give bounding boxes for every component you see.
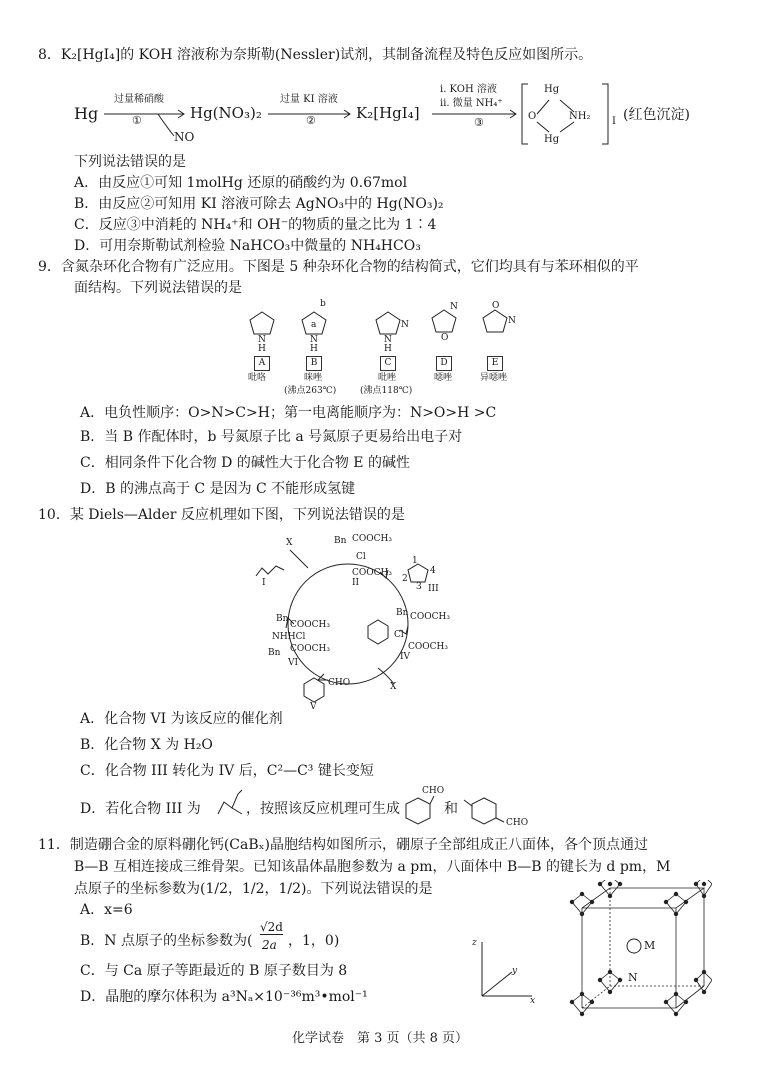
cmpd-iv-cl: Cl: [394, 630, 404, 640]
q9-option-d: D．B 的沸点高于 C 是因为 C 不能形成氢键: [80, 481, 356, 497]
cmpd-c-note: (沸点118℃): [360, 386, 413, 396]
cmpd-vi-cooch3b: COOCH₃: [290, 644, 330, 654]
step2-num: ②: [306, 114, 316, 127]
cmpd-b-h: H: [310, 344, 318, 354]
axis-x: x: [530, 996, 536, 1006]
q10-option-d-and: 和: [444, 801, 458, 817]
diene-structure: [216, 786, 244, 818]
cmpd-c-n2: N: [401, 320, 409, 330]
cmpd-b-note: (沸点263℃): [284, 386, 337, 396]
scheme-hg: Hg: [74, 104, 99, 123]
q9-option-c: C．相同条件下化合物 D 的碱性大于化合物 E 的碱性: [80, 455, 410, 471]
cmpd-e-n: N: [508, 316, 516, 326]
byproduct-no: NO: [174, 130, 195, 144]
cmpd-b-b: b: [320, 299, 326, 309]
ring-num-4: 4: [430, 566, 436, 576]
q9-option-b: B．当 B 作配体时，b 号氮原子比 a 号氮原子更易给出电子对: [80, 429, 463, 445]
step2-reagent: 过量 KI 溶液: [280, 94, 338, 105]
q9-compounds: [236, 300, 536, 400]
q10-stem: 10．某 Diels—Alder 反应机理如下图，下列说法错误的是: [38, 507, 405, 523]
atom-o: O: [528, 111, 537, 122]
axis-y: y: [512, 966, 518, 976]
page-footer: 化学试卷 第 3 页（共 8 页）: [291, 1031, 469, 1046]
cmpd-iii-label: III: [428, 584, 439, 594]
intermediate-2: K₂[HgI₄]: [356, 104, 420, 122]
cmpd-b-name: 咪唑: [304, 373, 323, 383]
product-note: (红色沉淀): [623, 107, 690, 123]
cmpd-b-box: B: [306, 356, 322, 371]
cmpd-v-cho: CHO: [328, 678, 351, 688]
q11-option-b-suffix: ，1，0): [288, 933, 340, 949]
cmpd-a-h: H: [258, 344, 266, 354]
atom-hg-top: Hg: [544, 84, 560, 95]
ring-num-2: 2: [402, 574, 408, 584]
cmpd-i-label: I: [262, 578, 266, 588]
cmpd-vi-bn: Bn: [276, 614, 289, 624]
q11-stem-line2: B—B 互相连接成三维骨架。已知该晶体晶胞参数为 a pm，八面体中 B—B 的键长为 d pm，M: [74, 859, 671, 875]
cmpd-c-name: 吡唑: [378, 373, 397, 383]
point-n: N: [628, 971, 638, 984]
q9-stem-line1: 9．含氮杂环化合物有广泛应用。下图是 5 种杂环化合物的结构简式，它们均具有与苯环相似的平: [38, 259, 639, 275]
q11-stem-line1: 11．制造硼合金的原料硼化钙(CaBₓ)晶胞结构如图所示，硼原子全部组成正八面体，各个顶点通过: [38, 837, 649, 853]
cmpd-ii-cooch3: COOCH₃: [352, 534, 392, 544]
step3-num: ③: [474, 116, 484, 129]
q10-option-a: A．化合物 VI 为该反应的催化剂: [80, 711, 283, 727]
cmpd-ii-label: II: [352, 578, 360, 588]
q9-option-a: A．电负性顺序：O>N>C>H；第一电离能顺序为：N>O>H >C: [80, 405, 497, 421]
cmpd-v-label: V: [310, 702, 317, 712]
cmpd-iv-cooch3: COOCH₃: [410, 612, 450, 622]
q8-option-b: B．由反应②可知用 KI 溶液可除去 AgNO₃中的 Hg(NO₃)₂: [74, 196, 444, 212]
q8-prompt: 下列说法错误的是: [74, 154, 186, 170]
q10-option-d-prefix: D．若化合物 III 为: [80, 801, 201, 817]
x-top-label: X: [286, 538, 293, 548]
x-bottom-label: X: [390, 682, 397, 692]
product-i: I: [612, 116, 616, 127]
q8-scheme: [70, 78, 750, 150]
step3-reagent-i: ⅰ. KOH 溶液: [440, 84, 497, 95]
cmpd-a-n: N: [258, 335, 266, 345]
cmpd-e-box: E: [487, 356, 503, 371]
cmpd-c-n1: N: [384, 335, 392, 345]
cmpd-e-o: O: [492, 301, 500, 311]
cmpd-a-name: 吡咯: [248, 373, 267, 383]
ring-num-1: 1: [412, 556, 418, 566]
cmpd-c-h: H: [384, 344, 392, 354]
q10-option-b: B．化合物 X 为 H₂O: [80, 737, 213, 753]
cmpd-d-n: N: [450, 302, 458, 312]
step1-reagent: 过量稀硝酸: [114, 94, 164, 105]
q11-option-d: D．晶胞的摩尔体积为 a³Nₐ×10⁻³⁶m³•mol⁻¹: [80, 989, 368, 1005]
crystal-lattice: [562, 880, 712, 1020]
cmpd-ii-cl: Cl: [356, 552, 366, 562]
cmpd-d-o: O: [441, 333, 449, 343]
step1-num: ①: [132, 114, 142, 127]
q9-stem-line2: 面结构。下列说法错误的是: [74, 280, 242, 296]
point-m: M: [644, 939, 656, 952]
product-2-cho: CHO: [506, 818, 529, 828]
cmpd-vi-nhhcl: NHHCl: [272, 632, 306, 642]
q11-option-b-den: 2a: [262, 938, 277, 952]
axis-z: z: [472, 938, 477, 948]
cmpd-c-box: C: [380, 356, 396, 371]
q11-option-b-prefix: B．N 点原子的坐标参数为(: [80, 933, 253, 949]
intermediate-1: Hg(NO₃)₂: [190, 104, 262, 122]
cmpd-b-a: a: [311, 320, 317, 330]
q11-axes: [470, 936, 540, 1008]
cmpd-iv-bn: Bn: [396, 608, 409, 618]
cmpd-vi-bn2: Bn: [268, 648, 281, 658]
q11-option-c: C．与 Ca 原子等距最近的 B 原子数目为 8: [80, 963, 348, 979]
cmpd-ii-cooch3b: COOCH₃: [352, 568, 392, 578]
cmpd-iv-label: IV: [400, 652, 411, 662]
q8-option-d: D．可用奈斯勒试剂检验 NaHCO₃中微量的 NH₄HCO₃: [74, 238, 421, 254]
step3-reagent-ii: ⅱ. 微量 NH₄⁺: [440, 98, 503, 109]
cmpd-iv-cooch3b: COOCH₃: [408, 642, 448, 652]
q11-stem-line3: 点原子的坐标参数为(1/2，1/2，1/2)。下列说法错误的是: [74, 881, 433, 897]
product-1-cho: CHO: [422, 786, 445, 796]
q10-option-d-middle: ，按照该反应机理可生成: [246, 801, 400, 817]
atom-nh2: NH₂: [569, 111, 591, 122]
cmpd-a-box: A: [254, 356, 270, 371]
q11-crystal-cell: [562, 880, 712, 1020]
q10-option-c: C．化合物 III 转化为 IV 后，C²—C³ 键长变短: [80, 763, 374, 779]
cmpd-e-name: 异噁唑: [480, 373, 508, 383]
ring-num-3: 3: [416, 582, 422, 592]
q8-option-c: C．反应③中消耗的 NH₄⁺和 OH⁻的物质的量之比为 1∶4: [74, 217, 437, 233]
cmpd-ii-bn: Bn: [334, 536, 347, 546]
q8-stem: 8．K₂[HgI₄]的 KOH 溶液称为奈斯勒(Nessler)试剂，其制备流程及特色反应如图所示。: [38, 47, 593, 63]
cmpd-d-box: D: [436, 356, 452, 371]
cmpd-d-name: 噁唑: [434, 373, 453, 383]
cmpd-vi-cooch3: COOCH₃: [290, 620, 330, 630]
q10-mechanism: [248, 530, 448, 712]
q11-option-b-num: √2d: [260, 920, 283, 934]
q8-option-a: A．由反应①可知 1molHg 还原的硝酸约为 0.67mol: [74, 175, 408, 191]
cmpd-vi-label: VI: [288, 658, 299, 668]
atom-hg-bottom: Hg: [544, 134, 560, 145]
q11-option-a: A．x=6: [80, 902, 133, 918]
cmpd-b-n: N: [310, 335, 318, 345]
